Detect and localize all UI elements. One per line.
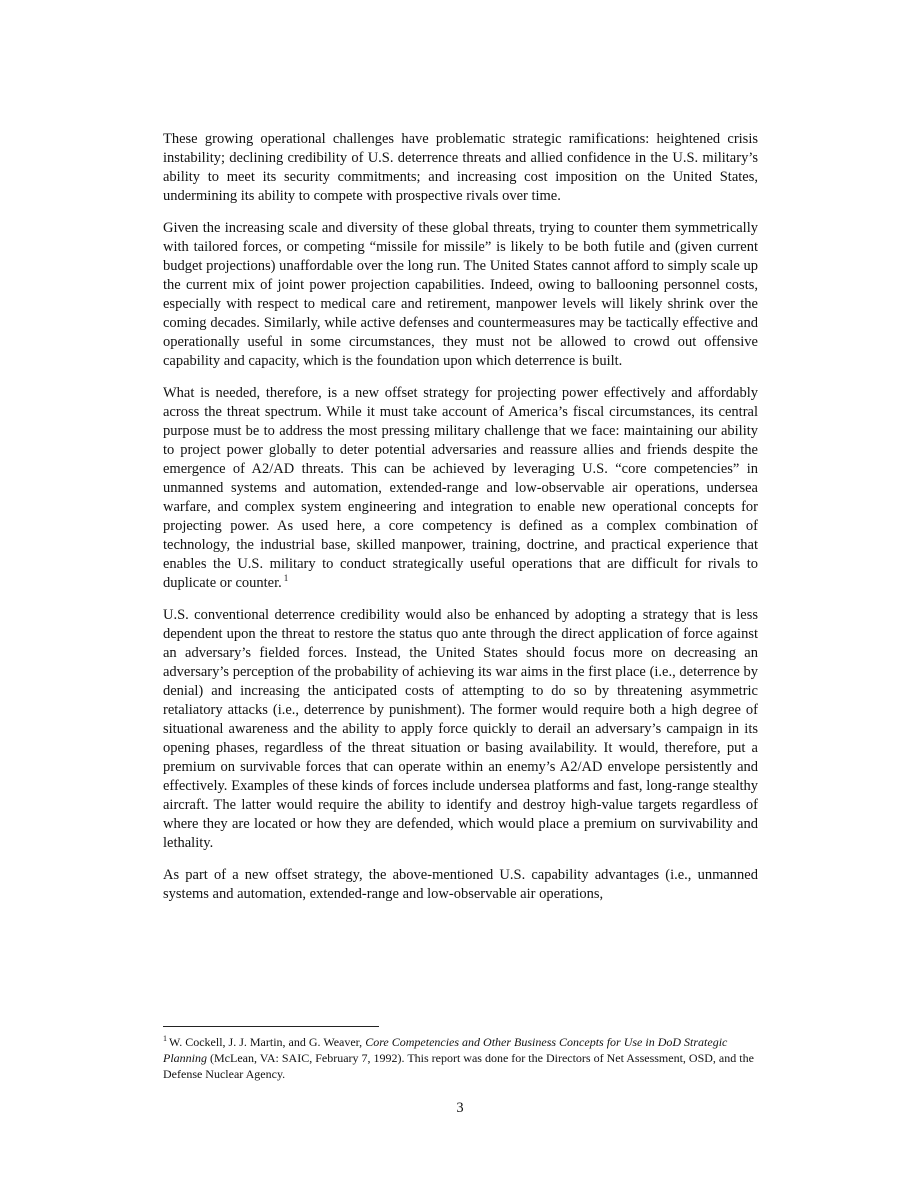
body-text	[163, 130, 758, 904]
footnote-divider	[163, 1026, 379, 1027]
footnote-rest: (McLean, VA: SAIC, February 7, 1992). This report was done for the Directors of Net Assessment, OSD, and the Defense Nuclear Agency.	[163, 1051, 754, 1081]
page-number: 3	[456, 1100, 464, 1116]
paragraph-3-text: What is needed, therefore, is a new offset strategy for projecting power effectively and affordably across the threat spectrum. While it must take account of America’s fiscal circumstances, its central purpose must be to address the most pressing military challenge that we face: maintaining our ability to project power globally to deter potential adversaries and reassure allies and friends despite the emergence of A2/AD threats. This can be achieved by leveraging U.S. “core competencies” in unmanned systems and automation, extended-range and low-observable air operations, undersea warfare, and complex system engineering and integration to enable new operational concepts for projecting power. As used here, a core competency is defined as a complex combination of technology, the industrial base, skilled manpower, training, doctrine, and practical experience that enables the U.S. military to conduct strategically useful operations that are difficult for rivals to duplicate or counter.	[163, 385, 758, 591]
paragraph-4	[163, 606, 758, 853]
paragraph-2-text: Given the increasing scale and diversity of these global threats, trying to counter them symmetrically with tailored forces, or competing “missile for missile” is likely to be both futile and (given current budget projections) unaffordable over the long run. The United States cannot afford to simply scale up the current mix of joint power projection capabilities. Indeed, owing to ballooning personnel costs, especially with respect to medical care and retirement, manpower levels will likely shrink over the coming decades. Similarly, while active defenses and countermeasures may be tactically effective and operationally useful in some circumstances, they must not be allowed to crowd out offensive capability and capacity, which is the foundation upon which deterrence is built.	[163, 220, 758, 369]
footnote	[163, 1034, 758, 1082]
footnote-authors: W. Cockell, J. J. Martin, and G. Weaver,	[169, 1035, 366, 1049]
paragraph-1-text: These growing operational challenges have problematic strategic ramifications: heightened crisis instability; declining credibility of U.S. deterrence threats and allied confidence in the U.S. military’s ability to meet its security commitments; and increasing cost imposition on the United States, undermining its ability to compete with prospective rivals over time.	[163, 131, 758, 204]
paragraph-5-text: As part of a new offset strategy, the above-mentioned U.S. capability advantages (i.e., unmanned systems and automation, extended-range and low-observable air operations,	[163, 867, 758, 902]
paragraph-4-text: U.S. conventional deterrence credibility would also be enhanced by adopting a strategy that is less dependent upon the threat to restore the status quo ante through the direct application of force against an adversary’s fielded forces. Instead, the United States should focus more on decreasing an adversary’s perception of the probability of achieving its war aims in the first place (i.e., deterrence by denial) and increasing the anticipated costs of attempting to do so by threatening asymmetric retaliatory attacks (i.e., deterrence by punishment). The former would require both a high degree of situational awareness and the ability to apply force quickly to derail an adversary’s campaign in its opening phases, regardless of the threat situation or basing availability. It would, therefore, put a premium on survivable forces that can operate within an enemy’s A2/AD envelope persistently and effectively. Examples of these kinds of forces include undersea platforms and fast, long-range stealthy aircraft. The latter would require the ability to identify and destroy high-value targets regardless of where they are located or how they are defended, which would place a premium on survivability and lethality.	[163, 607, 758, 851]
paragraph-3	[163, 384, 758, 593]
footnote-marker: 1	[163, 1034, 167, 1043]
paragraph-2	[163, 219, 758, 371]
paragraph-5	[163, 866, 758, 904]
footnote-reference[interactable]: 1	[283, 573, 289, 583]
footnote-title: Core Competencies and Other Business Concepts for Use in DoD Strategic Planning	[163, 1035, 728, 1065]
paragraph-1	[163, 130, 758, 206]
